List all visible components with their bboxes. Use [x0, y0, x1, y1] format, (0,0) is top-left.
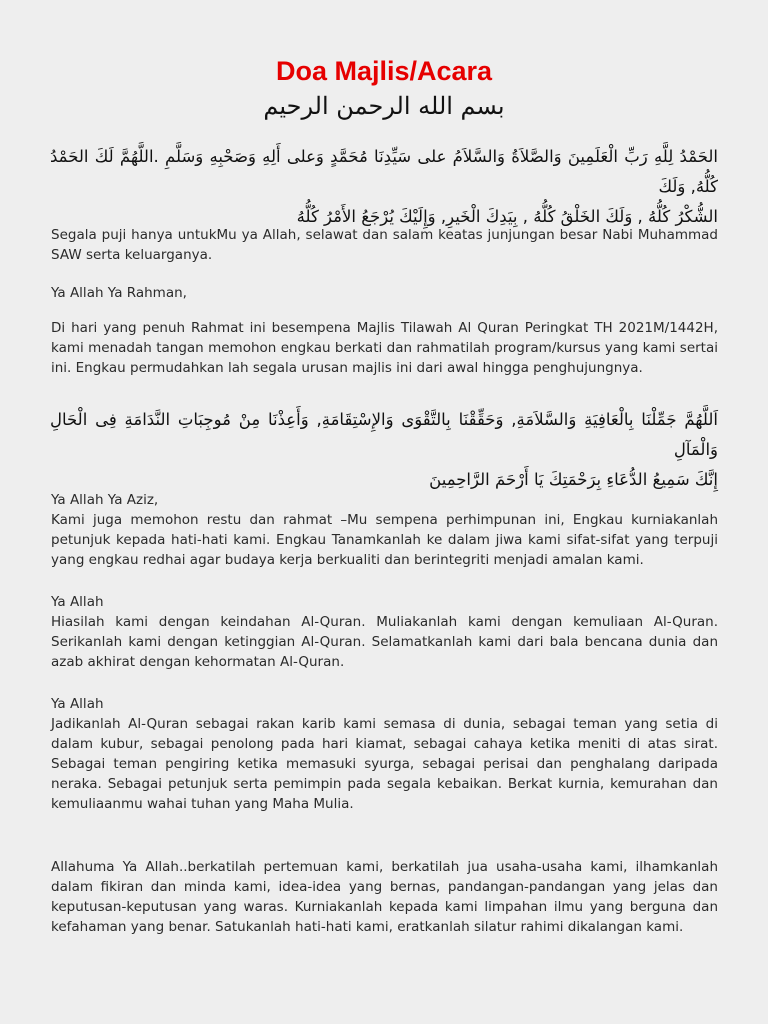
section-aziz	[51, 490, 718, 570]
arabic-opening-line-1: الحَمْدُ لِلَّهِ رَبِّ الْعَلَمِينَ وَالصَّلاَةُ وَالسَّلاَمُ على سَيِّدِنَا مُحَمَّدٍ وَعلى أَلِهِ وَصَحْبِهِ وَسَلَّمِ .اللَّهُمَّ لَكَ الحَمْدُ كُلُّهُ, وَلَكَ	[50, 147, 718, 196]
section-quran-companion	[51, 694, 718, 814]
greeting-rahman: Ya Allah Ya Rahman,	[51, 285, 187, 301]
closing-paragraph: Allahuma Ya Allah..berkatilah pertemuan kami, berkatilah jua usaha-usaha kami, ilhamkanlah dalam fikiran dan minda kami, idea-idea yang bernas, pandangan-pandangan yang jelas dan keputusan-keputusan yang waras. Kurniakanlah kepada kami limpahan ilmu yang berguna dan kefahaman yang benar. Satukanlah hati-hati kami, eratkanlah silatur rahimi dikalangan kami.	[51, 859, 718, 935]
arabic-middle-line-1: اَللَّهُمَّ جَمِّلْنَا بِالْعَافِيَةِ وَالسَّلاَمَةِ, وَحَقِّقْنَا بِالتَّقْوَى وَالإِسْتِقَامَةِ, وَأَعِذْنَا مِنْ مُوجِبَاتِ النَّدَامَةِ فِى الْحَالِ وَالْمَآلِ	[50, 410, 718, 459]
section-quran-companion-heading: Ya Allah	[51, 696, 104, 712]
section-aziz-heading: Ya Allah Ya Aziz,	[51, 492, 159, 508]
arabic-middle-prayer	[50, 405, 718, 495]
arabic-opening-line-2: الشُّكْرُ كُلُّهُ , وَلَكَ الخَلْقُ كُلُّهُ , بِيَدِكَ الْخَيرِ, وَإِلَيْكَ يُرْجَعُ الأَمْرُ كُلُّهُ	[296, 207, 718, 226]
section-quran-companion-body: Jadikanlah Al-Quran sebagai rakan karib kami semasa di dunia, sebagai teman yang setia di dalam kubur, sebagai penolong pada hari kiamat, sebagai cahaya ketika meniti di atas sirat. Sebagai teman pengiring ketika memasuki syurga, sebagai perisai dan penghalang daripada neraka. Sebagai petunjuk serta pemimpin pada segala kebaikan. Berkat kurnia, kemurahan dan kemuliaanmu wahai tuhan yang Maha Mulia.	[51, 716, 718, 812]
praise-paragraph: Segala puji hanya untukMu ya Allah, selawat dan salam keatas junjungan besar Nabi Muhammad SAW serta keluarganya.	[51, 227, 718, 263]
section-quran-adorn	[51, 592, 718, 672]
arabic-opening-prayer	[50, 142, 718, 232]
section-aziz-body: Kami juga memohon restu dan rahmat –Mu sempena perhimpunan ini, Engkau kurniakanlah petunjuk kepada hati-hati kami. Engkau Tanamkanlah ke dalam jiwa kami sifat-sifat yang terpuji yang engkau redhai agar budaya kerja berkualiti dan berintegriti menjadi amalan kami.	[51, 512, 718, 568]
page-title: Doa Majlis/Acara	[275, 56, 493, 86]
bismillah-heading: بسم الله الرحمن الرحيم	[263, 92, 505, 120]
arabic-middle-line-2: إِنَّكَ سَمِيعُ الدُّعَاءِ بِرَحْمَتِكَ يَا أَرْحَمَ الرَّاحِمِينَ	[429, 470, 718, 489]
section-quran-adorn-body: Hiasilah kami dengan keindahan Al-Quran. Muliakanlah kami dengan kemuliaan Al-Quran. Serikanlah kami dengan ketinggian Al-Quran. Selamatkanlah kami dari bala bencana dunia dan azab akhirat dengan kehormatan Al-Quran.	[51, 614, 718, 670]
section-quran-adorn-heading: Ya Allah	[51, 594, 104, 610]
intro-paragraph: Di hari yang penuh Rahmat ini besempena Majlis Tilawah Al Quran Peringkat TH 2021M/1442H, kami menadah tangan memohon engkau berkati dan rahmatilah program/kursus yang kami sertai ini. Engkau permudahkan lah segala urusan majlis ini dari awal hingga penghujungnya.	[51, 320, 718, 376]
